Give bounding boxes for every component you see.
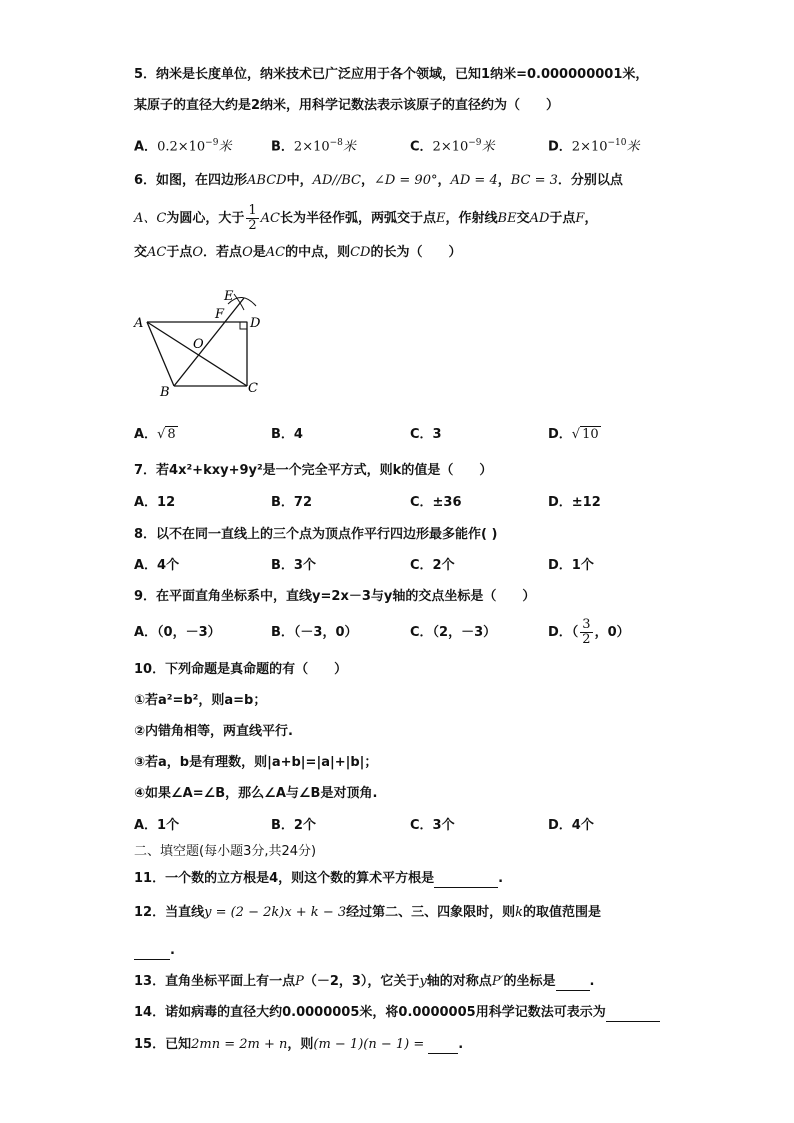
q10-stem: 10．下列命题是真命题的有（ ） — [134, 662, 348, 677]
q10-item-4: ④如果∠A=∠B，那么∠A与∠B是对顶角. — [134, 786, 378, 801]
q5-option-a: A．$0.2\times 10^{-9}$米 — [134, 138, 232, 155]
label-a: A — [134, 316, 144, 331]
q9-option-b: B．（－3，0） — [271, 625, 358, 640]
q15-answer-blank — [428, 1039, 458, 1054]
label-b: B — [160, 385, 170, 400]
q5-stem-line1: 5．纳米是长度单位，纳米技术已广泛应用于各个领域，已知1纳米=0.000000001米， — [134, 67, 649, 82]
q9-stem: 9．在平面直角坐标系中，直线y=2x－3与y轴的交点坐标是（ ） — [134, 589, 536, 604]
q15-stem: 15．已知2mn = 2m + n，则(m − 1)(n − 1) = . — [134, 1037, 464, 1052]
q7-option-d: D．±12 — [548, 495, 601, 510]
half-fraction: $\frac{1}{2}$ — [248, 203, 257, 233]
q12-stem: 12．当直线y = (2 − 2k)x + k − 3经过第二、三、四象限时，则k的取值范围是 — [134, 905, 602, 920]
q5-option-b: B．$2\times 10^{-8}$米 — [271, 138, 356, 155]
label-e: E — [224, 289, 234, 304]
q8-option-d: D．1个 — [548, 558, 594, 573]
q14-answer-blank — [606, 1007, 660, 1022]
q6-geometry-figure — [130, 282, 290, 402]
q5-option-d: D．$2\times 10^{-10}$米 — [548, 138, 640, 155]
q8-option-a: A．4个 — [134, 558, 180, 573]
q8-stem: 8．以不在同一直线上的三个点为顶点作平行四边形最多能作( ) — [134, 527, 498, 542]
q8-option-b: B．3个 — [271, 558, 316, 573]
label-c: C — [248, 381, 258, 396]
q10-item-1: ①若a²=b²，则a=b； — [134, 693, 267, 708]
q6-stem-line3: 交AC于点O．若点O是AC的中点，则CD的长为（ ） — [134, 245, 462, 260]
q10-option-b: B．2个 — [271, 818, 316, 833]
q8-option-c: C．2个 — [410, 558, 455, 573]
q10-item-3: ③若a，b是有理数，则|a+b|=|a|+|b|； — [134, 755, 378, 770]
q7-option-c: C．±36 — [410, 495, 462, 510]
q10-item-2: ②内错角相等，两直线平行. — [134, 724, 293, 739]
q6-option-c: C．3 — [410, 427, 442, 442]
q6-option-d: D．√ 10 — [548, 427, 599, 442]
q11-answer-blank — [434, 873, 498, 888]
q10-option-a: A．1个 — [134, 818, 180, 833]
q6-option-a: A．√ 8 — [134, 427, 176, 442]
q6-stem-line2: A、C为圆心，大于 $\frac{1}{2}$ AC长为半径作弧，两弧交于点E，作射线BE交AD于点F， — [134, 203, 598, 233]
label-d: D — [250, 316, 261, 331]
q10-option-d: D．4个 — [548, 818, 594, 833]
q7-stem: 7．若4x²+kxy+9y²是一个完全平方式，则k的值是（ ） — [134, 463, 493, 478]
q13-answer-blank — [556, 976, 590, 991]
section-heading-fill-blank: 二、填空题(每小题3分,共24分) — [134, 844, 317, 859]
q13-stem: 13．直角坐标平面上有一点P（－2，3），它关于y轴的对称点P′的坐标是 . — [134, 974, 595, 989]
q12-answer-line: . — [134, 942, 175, 960]
q6-stem-line1: 6．如图，在四边形ABCD中，AD//BC，∠D = 90°，AD = 4，BC = 3．分别以点 — [134, 173, 623, 188]
label-f: F — [215, 307, 225, 322]
q7-option-a: A．12 — [134, 495, 176, 510]
q9-option-a: A．（0，－3） — [134, 625, 221, 640]
q7-option-b: B．72 — [271, 495, 312, 510]
q12-answer-blank — [134, 945, 170, 960]
q14-stem: 14．诺如病毒的直径大约0.0000005米，将0.0000005用科学记数法可表示为 — [134, 1004, 660, 1022]
q6-option-b: B．4 — [271, 427, 303, 442]
q11-stem: 11．一个数的立方根是4，则这个数的算术平方根是 . — [134, 871, 504, 886]
q9-option-d: D．（ $\frac{3}{2}$ ，0） — [548, 617, 630, 647]
q5-option-c: C．$2\times 10^{-9}$米 — [410, 138, 495, 155]
q5-stem-line2: 某原子的直径大约是2纳米，用科学记数法表示该原子的直径约为（ ） — [134, 98, 560, 113]
label-o: O — [193, 337, 204, 352]
q10-option-c: C．3个 — [410, 818, 455, 833]
q9-option-c: C．（2，－3） — [410, 625, 497, 640]
